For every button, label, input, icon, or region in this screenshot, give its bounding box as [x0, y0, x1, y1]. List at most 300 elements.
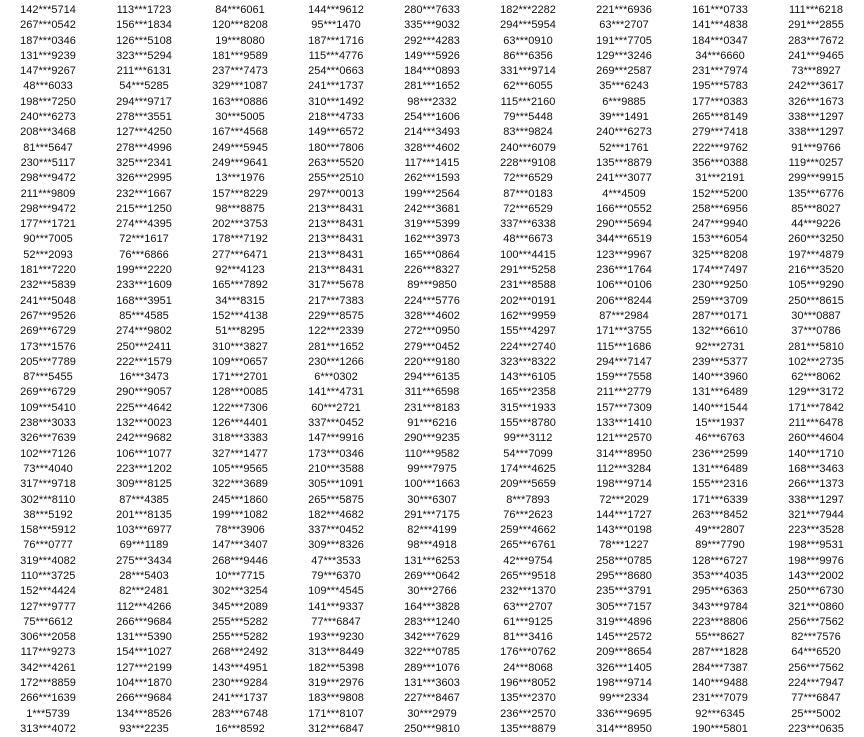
- masked-id-cell: 240***6079: [500, 141, 556, 154]
- masked-id-cell: 85***8027: [791, 202, 841, 215]
- masked-id-cell: 319***4082: [20, 554, 76, 567]
- masked-id-cell: 171***3755: [596, 325, 652, 338]
- masked-id-cell: 217***7383: [308, 294, 364, 307]
- masked-id-cell: 267***9526: [20, 309, 76, 322]
- masked-id-cell: 241***1737: [308, 80, 364, 93]
- masked-id-cell: 6***0302: [314, 371, 358, 384]
- masked-id-cell: 109***5410: [20, 401, 76, 414]
- masked-id-cell: 310***1492: [308, 95, 364, 108]
- masked-id-cell: 115***2160: [500, 95, 556, 108]
- masked-id-cell: 161***0733: [692, 4, 748, 16]
- masked-id-cell: 79***5448: [503, 111, 553, 124]
- masked-id-cell: 266***1373: [788, 478, 844, 491]
- masked-id-cell: 52***1761: [599, 141, 649, 154]
- masked-id-cell: 328***4602: [404, 141, 460, 154]
- masked-id-cell: 198***9531: [788, 539, 844, 552]
- masked-id-cell: 230***9284: [212, 677, 268, 690]
- masked-id-cell: 199***2564: [404, 187, 460, 200]
- masked-id-cell: 267***0542: [20, 19, 76, 32]
- masked-id-cell: 132***6610: [692, 325, 748, 338]
- masked-id-cell: 89***7790: [695, 539, 745, 552]
- masked-id-cell: 86***6356: [503, 49, 553, 62]
- masked-id-cell: 213***8431: [308, 248, 364, 261]
- masked-id-cell: 174***4625: [500, 462, 556, 475]
- masked-id-cell: 287***1828: [692, 646, 748, 659]
- masked-id-cell: 233***1609: [116, 279, 172, 292]
- masked-id-cell: 230***5117: [20, 156, 76, 169]
- masked-id-cell: 236***2599: [692, 447, 748, 460]
- masked-id-cell: 242***3617: [788, 80, 844, 93]
- masked-id-cell: 82***7576: [791, 631, 841, 644]
- masked-id-cell: 224***7947: [788, 677, 844, 690]
- masked-id-cell: 232***1667: [116, 187, 172, 200]
- masked-id-cell: 165***2358: [500, 386, 556, 399]
- masked-id-cell: 214***3493: [404, 126, 460, 139]
- masked-id-cell: 306***2058: [20, 631, 76, 644]
- masked-id-cell: 102***2735: [788, 355, 844, 368]
- masked-id-cell: 104***1870: [116, 677, 172, 690]
- masked-id-cell: 236***1764: [596, 264, 652, 277]
- masked-id-cell: 44***9226: [791, 218, 841, 231]
- masked-id-cell: 38***5192: [23, 508, 73, 521]
- masked-id-cell: 127***2199: [116, 661, 172, 674]
- masked-id-cell: 241***1737: [212, 692, 268, 705]
- masked-id-cell: 173***1576: [20, 340, 76, 353]
- masked-id-cell: 147***9267: [20, 65, 76, 78]
- masked-id-cell: 315***1933: [500, 401, 556, 414]
- masked-id-cell: 165***0864: [404, 248, 460, 261]
- masked-id-cell: 265***9518: [500, 569, 556, 582]
- masked-id-cell: 278***4996: [116, 141, 172, 154]
- masked-id-cell: 180***7806: [308, 141, 364, 154]
- masked-id-cell: 149***6572: [308, 126, 364, 139]
- masked-id-cell: 247***9940: [692, 218, 748, 231]
- masked-id-cell: 323***5294: [116, 49, 172, 62]
- masked-id-cell: 321***0860: [788, 600, 844, 613]
- masked-id-cell: 229***8575: [308, 309, 364, 322]
- masked-id-cell: 141***4838: [692, 19, 748, 32]
- masked-id-cell: 344***6519: [596, 233, 652, 246]
- masked-id-cell: 64***6520: [791, 646, 841, 659]
- masked-id-cell: 157***8229: [212, 187, 268, 200]
- masked-id-cell: 30***5005: [215, 111, 265, 124]
- masked-id-grid: [0, 3, 864, 737]
- masked-id-cell: 149***5926: [404, 49, 460, 62]
- masked-id-cell: 127***9777: [20, 600, 76, 613]
- masked-id-cell: 72***6529: [503, 172, 553, 185]
- masked-id-cell: 128***6727: [692, 554, 748, 567]
- masked-id-cell: 178***7192: [212, 233, 268, 246]
- masked-id-cell: 152***4424: [20, 585, 76, 598]
- masked-id-cell: 95***1470: [311, 19, 361, 32]
- masked-id-cell: 106***0106: [596, 279, 652, 292]
- masked-id-cell: 184***0893: [404, 65, 460, 78]
- masked-id-cell: 87***0183: [503, 187, 553, 200]
- masked-id-cell: 345***2089: [212, 600, 268, 613]
- masked-id-cell: 241***3077: [596, 172, 652, 185]
- masked-id-cell: 63***2707: [599, 19, 649, 32]
- masked-id-cell: 143***2002: [788, 569, 844, 582]
- masked-id-cell: 311***6598: [404, 386, 460, 399]
- masked-id-cell: 250***2411: [116, 340, 172, 353]
- masked-id-cell: 156***1834: [116, 19, 172, 32]
- masked-id-cell: 140***1544: [692, 401, 748, 414]
- masked-id-cell: 119***0257: [788, 156, 844, 169]
- masked-id-cell: 268***2492: [212, 646, 268, 659]
- masked-id-cell: 115***4776: [308, 49, 364, 62]
- masked-id-cell: 313***4072: [20, 722, 76, 735]
- masked-id-cell: 145***2572: [596, 631, 652, 644]
- masked-id-cell: 176***0762: [500, 646, 556, 659]
- masked-id-cell: 317***9718: [20, 478, 76, 491]
- masked-id-cell: 25***5002: [791, 707, 841, 720]
- masked-id-cell: 157***7309: [596, 401, 652, 414]
- masked-id-cell: 159***7558: [596, 371, 652, 384]
- masked-id-cell: 197***4879: [788, 248, 844, 261]
- masked-id-cell: 250***9810: [404, 722, 460, 735]
- masked-id-cell: 134***8526: [116, 707, 172, 720]
- masked-id-cell: 220***9180: [404, 355, 460, 368]
- masked-id-cell: 100***4415: [500, 248, 556, 261]
- masked-id-cell: 181***9589: [212, 49, 268, 62]
- masked-id-cell: 152***5200: [692, 187, 748, 200]
- masked-id-cell: 30***2979: [407, 707, 457, 720]
- masked-id-cell: 216***3520: [788, 264, 844, 277]
- masked-id-cell: 135***8879: [596, 156, 652, 169]
- masked-id-cell: 259***3709: [692, 294, 748, 307]
- masked-id-cell: 110***3725: [20, 569, 76, 582]
- masked-id-cell: 230***1266: [308, 355, 364, 368]
- masked-id-cell: 155***2316: [692, 478, 748, 491]
- masked-id-cell: 30***2766: [407, 585, 457, 598]
- masked-id-cell: 144***1727: [596, 508, 652, 521]
- masked-id-cell: 123***9967: [596, 248, 652, 261]
- masked-id-cell: 280***7633: [404, 4, 460, 16]
- masked-id-cell: 335***9032: [404, 19, 460, 32]
- masked-id-cell: 89***9850: [407, 279, 457, 292]
- masked-id-cell: 312***6847: [308, 722, 364, 735]
- masked-id-cell: 87***2984: [599, 309, 649, 322]
- masked-id-cell: 231***8183: [404, 401, 460, 414]
- masked-id-cell: 260***3250: [788, 233, 844, 246]
- masked-id-cell: 259***4662: [500, 524, 556, 537]
- masked-id-cell: 91***9766: [791, 141, 841, 154]
- masked-id-cell: 120***8208: [212, 19, 268, 32]
- masked-id-cell: 92***2731: [695, 340, 745, 353]
- masked-id-cell: 112***4266: [116, 600, 172, 613]
- masked-id-cell: 34***8315: [215, 294, 265, 307]
- masked-id-cell: 240***6273: [596, 126, 652, 139]
- masked-id-cell: 221***6936: [596, 4, 652, 16]
- masked-id-cell: 98***2332: [407, 95, 457, 108]
- masked-id-cell: 205***7789: [20, 355, 76, 368]
- masked-id-cell: 110***9582: [404, 447, 460, 460]
- masked-id-cell: 199***1082: [212, 508, 268, 521]
- masked-id-cell: 245***1860: [212, 493, 268, 506]
- masked-id-cell: 254***0663: [308, 65, 364, 78]
- masked-id-cell: 279***0452: [404, 340, 460, 353]
- masked-id-cell: 76***0777: [23, 539, 73, 552]
- masked-id-cell: 75***6612: [23, 615, 73, 628]
- masked-id-cell: 77***6847: [311, 615, 361, 628]
- masked-id-cell: 305***1091: [308, 478, 364, 491]
- masked-id-cell: 318***3383: [212, 432, 268, 445]
- masked-id-cell: 313***8449: [308, 646, 364, 659]
- masked-id-cell: 239***5377: [692, 355, 748, 368]
- masked-id-cell: 13***1976: [215, 172, 265, 185]
- masked-id-cell: 232***1370: [500, 585, 556, 598]
- masked-id-cell: 274***4395: [116, 218, 172, 231]
- masked-id-cell: 93***2235: [119, 722, 169, 735]
- masked-id-cell: 182***4682: [308, 508, 364, 521]
- masked-id-cell: 230***9250: [692, 279, 748, 292]
- masked-id-cell: 241***9465: [788, 49, 844, 62]
- masked-id-cell: 342***7629: [404, 631, 460, 644]
- masked-id-cell: 28***5403: [119, 569, 169, 582]
- masked-id-cell: 54***5285: [119, 80, 169, 93]
- masked-id-cell: 117***1415: [404, 156, 460, 169]
- masked-id-cell: 323***8322: [500, 355, 556, 368]
- masked-id-cell: 337***0452: [308, 524, 364, 537]
- masked-id-cell: 258***0785: [596, 554, 652, 567]
- masked-id-cell: 338***1297: [788, 493, 844, 506]
- masked-id-cell: 143***6105: [500, 371, 556, 384]
- masked-id-cell: 198***9714: [596, 677, 652, 690]
- masked-id-cell: 155***4297: [500, 325, 556, 338]
- masked-id-cell: 228***9108: [500, 156, 556, 169]
- masked-id-cell: 291***7175: [404, 508, 460, 521]
- masked-id-cell: 290***9235: [404, 432, 460, 445]
- masked-id-cell: 183***9808: [308, 692, 364, 705]
- masked-id-cell: 72***2029: [599, 493, 649, 506]
- masked-id-cell: 281***5810: [788, 340, 844, 353]
- masked-id-cell: 265***8149: [692, 111, 748, 124]
- masked-id-cell: 250***8615: [788, 294, 844, 307]
- masked-id-cell: 255***5282: [212, 631, 268, 644]
- masked-id-cell: 292***4283: [404, 34, 460, 47]
- masked-id-cell: 198***9714: [596, 478, 652, 491]
- masked-id-cell: 213***8431: [308, 264, 364, 277]
- masked-id-cell: 231***7974: [692, 65, 748, 78]
- masked-id-cell: 294***9717: [116, 95, 172, 108]
- masked-id-cell: 314***8950: [596, 722, 652, 735]
- masked-id-cell: 51***8295: [215, 325, 265, 338]
- masked-id-cell: 342***4261: [20, 661, 76, 674]
- masked-id-cell: 213***8431: [308, 233, 364, 246]
- masked-id-cell: 213***8431: [308, 218, 364, 231]
- masked-id-cell: 103***6977: [116, 524, 172, 537]
- masked-id-cell: 283***1240: [404, 615, 460, 628]
- masked-id-cell: 338***1297: [788, 111, 844, 124]
- masked-id-cell: 147***3407: [212, 539, 268, 552]
- masked-id-cell: 322***3689: [212, 478, 268, 491]
- masked-id-cell: 166***0552: [596, 202, 652, 215]
- masked-id-cell: 266***9684: [116, 615, 172, 628]
- masked-id-cell: 99***2334: [599, 692, 649, 705]
- masked-id-cell: 223***1202: [116, 462, 172, 475]
- masked-id-cell: 76***6866: [119, 248, 169, 261]
- masked-id-cell: 24***8068: [503, 661, 553, 674]
- masked-id-cell: 141***4731: [308, 386, 364, 399]
- masked-id-cell: 91***6216: [407, 417, 457, 430]
- masked-id-cell: 72***1617: [119, 233, 169, 246]
- masked-id-cell: 309***8326: [308, 539, 364, 552]
- masked-id-cell: 291***5258: [500, 264, 556, 277]
- masked-id-cell: 31***2191: [695, 172, 745, 185]
- masked-id-cell: 223***0635: [788, 722, 844, 735]
- masked-id-cell: 201***8135: [116, 508, 172, 521]
- masked-id-cell: 162***3973: [404, 233, 460, 246]
- masked-id-cell: 266***1639: [20, 692, 76, 705]
- masked-id-cell: 284***7387: [692, 661, 748, 674]
- masked-id-cell: 109***0657: [212, 355, 268, 368]
- masked-id-cell: 19***8080: [215, 34, 265, 47]
- masked-id-cell: 231***7079: [692, 692, 748, 705]
- masked-id-cell: 46***6763: [695, 432, 745, 445]
- masked-id-cell: 73***8927: [791, 65, 841, 78]
- masked-id-cell: 81***5647: [23, 141, 73, 154]
- masked-id-cell: 258***6956: [692, 202, 748, 215]
- masked-id-cell: 254***1606: [404, 111, 460, 124]
- masked-id-cell: 325***8208: [692, 248, 748, 261]
- masked-id-cell: 177***0383: [692, 95, 748, 108]
- masked-id-cell: 302***8110: [20, 493, 76, 506]
- masked-id-cell: 162***9959: [500, 309, 556, 322]
- masked-id-cell: 16***8592: [215, 722, 265, 735]
- masked-id-cell: 299***9915: [788, 172, 844, 185]
- masked-id-cell: 255***2510: [308, 172, 364, 185]
- masked-id-cell: 269***6729: [20, 325, 76, 338]
- masked-id-cell: 34***6660: [695, 49, 745, 62]
- masked-id-cell: 163***0886: [212, 95, 268, 108]
- masked-id-cell: 281***1652: [404, 80, 460, 93]
- masked-id-cell: 283***6748: [212, 707, 268, 720]
- masked-id-cell: 287***0171: [692, 309, 748, 322]
- masked-id-cell: 279***7418: [692, 126, 748, 139]
- masked-id-cell: 102***7126: [20, 447, 76, 460]
- masked-id-cell: 337***0452: [308, 417, 364, 430]
- masked-id-cell: 83***9824: [503, 126, 553, 139]
- masked-id-cell: 314***8950: [596, 447, 652, 460]
- masked-id-cell: 338***1297: [788, 126, 844, 139]
- masked-id-cell: 63***2707: [503, 600, 553, 613]
- masked-id-cell: 319***4896: [596, 615, 652, 628]
- masked-id-cell: 165***7892: [212, 279, 268, 292]
- masked-id-cell: 155***8780: [500, 417, 556, 430]
- masked-id-cell: 131***3603: [404, 677, 460, 690]
- masked-id-cell: 265***5875: [308, 493, 364, 506]
- masked-id-cell: 87***4385: [119, 493, 169, 506]
- masked-id-cell: 269***6729: [20, 386, 76, 399]
- masked-id-cell: 210***3588: [308, 462, 364, 475]
- masked-id-cell: 196***8052: [500, 677, 556, 690]
- masked-id-cell: 172***8859: [20, 677, 76, 690]
- masked-id-cell: 199***2220: [116, 264, 172, 277]
- masked-id-cell: 322***0785: [404, 646, 460, 659]
- masked-id-cell: 143***4951: [212, 661, 268, 674]
- masked-id-cell: 63***0910: [503, 34, 553, 47]
- masked-id-cell: 290***9057: [116, 386, 172, 399]
- masked-id-cell: 147***9916: [308, 432, 364, 445]
- masked-id-cell: 291***2855: [788, 19, 844, 32]
- masked-id-cell: 90***7005: [23, 233, 73, 246]
- masked-id-cell: 140***9488: [692, 677, 748, 690]
- masked-id-cell: 321***7944: [788, 508, 844, 521]
- masked-id-cell: 336***9695: [596, 707, 652, 720]
- masked-id-cell: 15***1937: [695, 417, 745, 430]
- masked-id-cell: 126***5108: [116, 34, 172, 47]
- masked-id-cell: 227***8467: [404, 692, 460, 705]
- masked-id-cell: 82***4199: [407, 524, 457, 537]
- masked-id-cell: 135***2370: [500, 692, 556, 705]
- masked-id-cell: 54***7099: [503, 447, 553, 460]
- masked-id-cell: 76***2623: [503, 508, 553, 521]
- masked-id-cell: 328***4602: [404, 309, 460, 322]
- masked-id-cell: 30***0887: [791, 309, 841, 322]
- masked-id-cell: 92***6345: [695, 707, 745, 720]
- masked-id-cell: 140***1710: [788, 447, 844, 460]
- masked-id-cell: 269***0642: [404, 569, 460, 582]
- masked-id-cell: 129***3172: [788, 386, 844, 399]
- masked-id-cell: 131***9239: [20, 49, 76, 62]
- masked-id-cell: 131***6489: [692, 386, 748, 399]
- masked-id-cell: 353***4035: [692, 569, 748, 582]
- masked-id-cell: 122***7306: [212, 401, 268, 414]
- masked-id-cell: 55***8627: [695, 631, 745, 644]
- masked-id-cell: 135***8879: [500, 722, 556, 735]
- masked-id-cell: 211***2779: [596, 386, 652, 399]
- masked-id-cell: 35***6243: [599, 80, 649, 93]
- masked-id-cell: 231***8588: [500, 279, 556, 292]
- masked-id-cell: 319***5399: [404, 218, 460, 231]
- masked-id-cell: 82***2481: [119, 585, 169, 598]
- masked-id-cell: 84***6061: [215, 4, 265, 16]
- masked-id-cell: 294***6135: [404, 371, 460, 384]
- masked-id-cell: 173***0346: [308, 447, 364, 460]
- masked-id-cell: 297***0013: [308, 187, 364, 200]
- masked-id-cell: 236***2570: [500, 707, 556, 720]
- masked-id-cell: 262***1593: [404, 172, 460, 185]
- masked-id-cell: 73***4040: [23, 462, 73, 475]
- masked-id-cell: 223***3528: [788, 524, 844, 537]
- masked-id-cell: 143***0198: [596, 524, 652, 537]
- masked-id-cell: 331***9714: [500, 65, 556, 78]
- masked-id-cell: 135***6776: [788, 187, 844, 200]
- masked-id-cell: 133***1410: [596, 417, 652, 430]
- masked-id-cell: 268***9446: [212, 554, 268, 567]
- masked-id-cell: 115***1686: [596, 340, 652, 353]
- masked-id-cell: 211***9809: [20, 187, 76, 200]
- masked-id-cell: 42***9754: [503, 554, 553, 567]
- masked-id-cell: 10***7715: [215, 569, 265, 582]
- masked-id-cell: 305***7157: [596, 600, 652, 613]
- masked-id-cell: 60***2721: [311, 401, 361, 414]
- masked-id-cell: 171***7842: [788, 401, 844, 414]
- masked-id-cell: 177***1721: [20, 218, 76, 231]
- masked-id-cell: 126***4401: [212, 417, 268, 430]
- masked-id-cell: 100***1663: [404, 478, 460, 491]
- masked-id-cell: 8***7893: [506, 493, 550, 506]
- masked-id-cell: 190***5801: [692, 722, 748, 735]
- masked-id-cell: 235***3791: [596, 585, 652, 598]
- masked-id-cell: 295***8680: [596, 569, 652, 582]
- masked-id-cell: 171***8107: [308, 707, 364, 720]
- masked-id-cell: 294***5954: [500, 19, 556, 32]
- masked-id-cell: 206***8244: [596, 294, 652, 307]
- masked-id-cell: 131***5390: [116, 631, 172, 644]
- masked-id-cell: 132***0023: [116, 417, 172, 430]
- masked-id-cell: 277***6471: [212, 248, 268, 261]
